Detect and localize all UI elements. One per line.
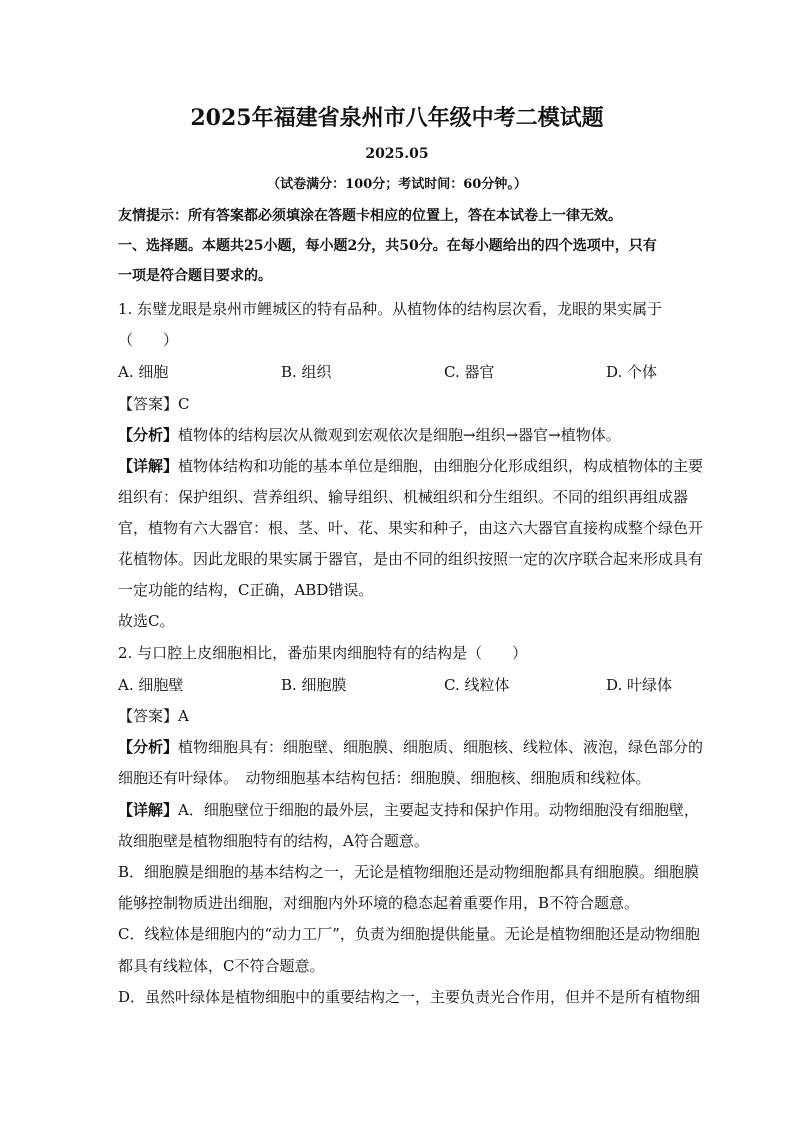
q1-analysis-text: 植物体的结构层次从微观到宏观依次是细胞→组织→器官→植物体。 [178, 426, 621, 444]
q1-stem-line1: 1. 东璧龙眼是泉州市鲤城区的特有品种。从植物体的结构层次看，龙眼的果实属于 [118, 300, 663, 318]
q1-choose: 故选C。 [118, 612, 175, 630]
q1-analysis-label: 【分析】 [118, 426, 179, 444]
q1-detail-label: 【详解】 [118, 457, 179, 475]
q1-stem-line2: （ ） [118, 331, 179, 349]
q1-option-c: C. 器官 [444, 363, 495, 381]
page-title: 2025年福建省泉州市八年级中考二模试题 [190, 105, 604, 131]
q2-analysis-text1: 植物细胞具有：细胞壁、细胞膜、细胞质、细胞核、线粒体、液泡，绿色部分的 [178, 738, 704, 756]
q1-option-a: A. 细胞 [118, 363, 169, 381]
q1-option-b: B. 组织 [281, 363, 332, 381]
q2-option-d: D. 叶绿体 [606, 676, 673, 694]
q2-answer: 【答案】A [118, 707, 189, 725]
q2-analysis-line1 [118, 737, 703, 757]
q2-option-a: A. 细胞壁 [118, 676, 184, 694]
q2-detail-c-line1: C．线粒体是细胞内的“动力工厂”，负责为细胞提供能量。无论是植物细胞还是动物细胞 [118, 925, 700, 943]
q2-detail-c-line2: 都具有线粒体，C不符合题意。 [118, 957, 325, 975]
notice: 友情提示：所有答案都必须填涂在答题卡相应的位置上，答在本试卷上一律无效。 [118, 208, 622, 224]
q2-option-b: B. 细胞膜 [281, 676, 347, 694]
q1-detail-line2: 组织有：保护组织、营养组织、输导组织、机械组织和分生组织。不同的组织再组成器 [118, 488, 689, 506]
q2-analysis-label: 【分析】 [118, 738, 179, 756]
q1-detail-line1 [118, 456, 703, 476]
q1-detail-line4: 花植物体。因此龙眼的果实属于器官，是由不同的组织按照一定的次序联合起来形成具有 [118, 550, 704, 568]
q1-analysis [118, 425, 621, 445]
q2-detail-a-line2: 故细胞壁是植物细胞特有的结构，A符合题意。 [118, 832, 429, 850]
q2-detail-a-line1 [118, 800, 699, 820]
q2-detail-label: 【详解】 [118, 801, 179, 819]
section-heading-line1: 一、选择题。本题共25小题，每小题2分，共50分。在每小题给出的四个选项中，只有 [118, 238, 657, 254]
q1-detail-line3: 官，植物有六大器官：根、茎、叶、花、果实和种子，由这六大器官直接构成整个绿色开 [118, 519, 704, 537]
q1-detail-line5: 一定功能的结构，C正确，ABD错误。 [118, 581, 374, 599]
q2-detail-b-line2: 能够控制物质进出细胞，对细胞内外环境的稳态起着重要作用，B不符合题意。 [118, 894, 640, 912]
exam-date: 2025.05 [365, 146, 429, 162]
section-heading-line2: 一项是符合题目要求的。 [118, 268, 272, 284]
q2-detail-d-line1: D．虽然叶绿体是植物细胞中的重要结构之一，主要负责光合作用，但并不是所有植物细 [118, 988, 701, 1006]
q1-answer: 【答案】C [118, 395, 190, 413]
q2-detail-b-line1: B．细胞膜是细胞的基本结构之一，无论是植物细胞还是动物细胞都具有细胞膜。细胞膜 [118, 863, 700, 881]
q2-option-c: C. 线粒体 [444, 676, 510, 694]
q2-stem: 2. 与口腔上皮细胞相比，番茄果肉细胞特有的结构是（ ） [118, 644, 528, 662]
q2-detail-a-text1: A．细胞壁位于细胞的最外层，主要起支持和保护作用。动物细胞没有细胞壁， [178, 801, 699, 819]
q2-analysis-line2: 细胞还有叶绿体。 动物细胞基本结构包括：细胞膜、细胞核、细胞质和线粒体。 [118, 769, 651, 787]
score-info: （试卷满分：100分；考试时间：60分钟。） [267, 177, 527, 192]
q1-detail-text1: 植物体结构和功能的基本单位是细胞，由细胞分化形成组织，构成植物体的主要 [178, 457, 704, 475]
q1-option-d: D. 个体 [606, 363, 658, 381]
